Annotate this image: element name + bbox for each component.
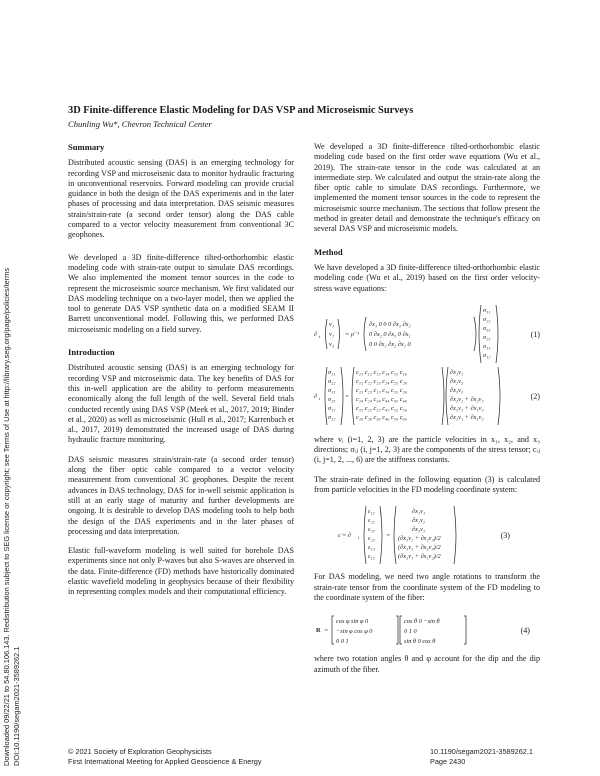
svg-text:σ₁₃: σ₁₃ [328, 404, 336, 412]
paper-author: Chunling Wu*, Chevron Technical Center [68, 119, 212, 129]
svg-text:ε₂₂: ε₂₂ [368, 517, 375, 525]
summary-heading: Summary [68, 142, 105, 152]
svg-text:R: R [316, 627, 321, 635]
svg-text:(∂x₃v₂ + ∂x₂v₃)/2: (∂x₃v₂ + ∂x₂v₃)/2 [398, 535, 441, 543]
svg-text:ε₁₃: ε₁₃ [368, 544, 375, 552]
svg-text:σ₂₃: σ₂₃ [483, 333, 491, 341]
svg-text:(∂x₃v₁ + ∂x₁v₃)/2: (∂x₃v₁ + ∂x₁v₃)/2 [398, 544, 441, 552]
equation-4 [314, 612, 540, 648]
method-paragraph-4: For DAS modeling, we need two angle rotations to transform the strain-rate tensor from the coordinate system of the FD modeling to the coordinate system of the fiber: [314, 572, 540, 602]
download-notice-doi: DOI:10.1190/segam2021-3589262.1 [12, 646, 21, 766]
svg-text:ε₁₂: ε₁₂ [368, 553, 375, 561]
equation-3-graphic [314, 504, 514, 566]
svg-text:∂x₃v₂ + ∂x₂v₃: ∂x₃v₂ + ∂x₂v₃ [450, 395, 484, 403]
svg-text:∂x₁v₁: ∂x₁v₁ [450, 368, 464, 376]
svg-text:c₁₄ c₂₄ c₃₄ c₄₄ c₄₅ c₄₆: c₁₄ c₂₄ c₃₄ c₄₄ c₄₅ c₄₆ [356, 395, 407, 403]
svg-text:∂: ∂ [314, 392, 318, 400]
right-paragraph-1: We developed a 3D finite-difference tilted-orthorhombic elastic modeling code based on the first order wave equations (Wu et al., 2019). The strain-rate tensor in the code was calculated at an intermediate step. We calculated and output the strain-rate along the fiber optic cable to simulate DAS recordings. Furthermore, we implemented the moment tensor sources in the code to represent the microseismic source mechanism. The sections that follow present the method in greater detail and demonstrate the technique's efficacy on several DAS VSP and microseismic models. [314, 142, 540, 234]
method-heading: Method [314, 246, 343, 257]
svg-text:(∂x₂v₁ + ∂x₁v₂)/2: (∂x₂v₁ + ∂x₁v₂)/2 [398, 553, 441, 561]
equation-3-number: (3) [500, 531, 510, 541]
method-paragraph-1: We have developed a 3D finite-difference tilted-orthorhombic elastic modeling code (Wu et al., 2019) based on the first order velocity-stress wave equations: [314, 262, 540, 293]
paper-header [68, 105, 538, 129]
equation-2 [314, 365, 540, 427]
svg-text:∂x₂v₂: ∂x₂v₂ [450, 377, 464, 385]
svg-text:σ₃₃: σ₃₃ [483, 324, 491, 332]
svg-text:∂x₁v₁: ∂x₁v₁ [412, 508, 426, 516]
svg-text:c₁₃ c₂₃ c₃₃ c₃₄ c₃₅ c₃₆: c₁₃ c₂₃ c₃₃ c₃₄ c₃₅ c₃₆ [356, 386, 407, 394]
method-paragraph-2: where vᵢ (i=1, 2, 3) are the particle velocities in x₁, x₂, and x₃ directions; σᵢⱼ (i, j=1, 2, 3) are the components of the stress tensor; cᵢⱼ (i, j=1, 2, ..., 6) are the stiffness constants. [314, 434, 540, 465]
summary-paragraph-1: Distributed acoustic sensing (DAS) is an emerging technology for recording VSP and microseismic data to monitor hydraulic fracturing in unconventional reservoirs. Forward modeling can provide crucial guidance in both the design of the DAS experiments and in the later phases of processing and data interpretation. DAS seismic measures strain/strain-rate (a second order tensor) along the DAS cable compared to a vector velocity measurement from conventional 3C geophones. [68, 158, 294, 240]
equation-3 [314, 504, 540, 566]
svg-text:= ρ⁻¹: = ρ⁻¹ [345, 330, 360, 338]
footer-doi: 10.1190/segam2021-3589262.1 [430, 747, 533, 756]
footer-meeting: First International Meeting for Applied Geoscience & Energy [68, 756, 262, 766]
svg-text:=: = [345, 392, 350, 400]
equation-1-graphic [314, 303, 514, 365]
svg-text:∂x₃v₃: ∂x₃v₃ [450, 386, 464, 394]
svg-text:=: = [324, 627, 329, 635]
svg-text:σ₁₂: σ₁₂ [483, 351, 491, 359]
svg-text:ε₂₃: ε₂₃ [368, 535, 375, 543]
intro-paragraph-3: Elastic full-waveform modeling is well suited for borehole DAS experiments since not only P-waves but also S-waves are observed in the data. Finite-difference (FD) methods have historically dominated elastic wavefield modeling in geophysics because of their flexibility in representing complex models and their computational efficiency. [68, 546, 294, 597]
svg-text:t: t [319, 395, 321, 401]
svg-text:ε₃₃: ε₃₃ [368, 526, 375, 534]
svg-text:0 ∂x₂ 0 ∂x₃ 0 ∂x₁: 0 ∂x₂ 0 ∂x₃ 0 ∂x₁ [369, 330, 411, 338]
svg-text:c₁₆ c₂₆ c₃₆ c₄₆ c₅₆ c₆₆: c₁₆ c₂₆ c₃₆ c₄₆ c₅₆ c₆₆ [356, 413, 407, 421]
svg-text:σ₁₁: σ₁₁ [483, 306, 491, 314]
svg-text:−sin φ cos φ 0: −sin φ cos φ 0 [336, 628, 373, 636]
svg-text:c₁₅ c₂₅ c₃₅ c₄₅ c₅₅ c₅₆: c₁₅ c₂₅ c₃₅ c₄₅ c₅₅ c₅₆ [356, 404, 407, 412]
svg-text:cos θ 0 −sin θ: cos θ 0 −sin θ [404, 618, 440, 626]
right-column [314, 142, 540, 684]
paper-title: 3D Finite-difference Elastic Modeling for DAS VSP and Microseismic Surveys [68, 105, 414, 116]
svg-text:c₁₂ c₂₂ c₂₃ c₂₄ c₂₅ c₂₆: c₁₂ c₂₂ c₂₃ c₂₄ c₂₅ c₂₆ [356, 377, 407, 385]
svg-text:σ₂₃: σ₂₃ [328, 395, 336, 403]
footer-left [68, 747, 261, 766]
svg-text:v₁: v₁ [329, 320, 334, 328]
svg-text:σ₁₁: σ₁₁ [328, 368, 336, 376]
equation-1-number: (1) [530, 329, 540, 339]
svg-text:0 0 1: 0 0 1 [336, 638, 349, 646]
svg-text:cos φ sin φ 0: cos φ sin φ 0 [336, 618, 369, 626]
svg-text:σ₂₂: σ₂₂ [328, 377, 336, 385]
method-paragraph-5: where two rotation angles θ and φ account for the dip and the dip azimuth of the fiber. [314, 654, 540, 674]
equation-2-graphic [314, 365, 514, 427]
svg-text:σ₁₃: σ₁₃ [483, 342, 491, 350]
svg-text:∂x₃v₁ + ∂x₁v₃: ∂x₃v₁ + ∂x₁v₃ [450, 404, 484, 412]
introduction-heading: Introduction [68, 347, 115, 358]
footer-page: Page 2430 [430, 756, 466, 766]
equation-2-number: (2) [530, 391, 540, 401]
svg-text:v₂: v₂ [329, 330, 334, 338]
svg-text:ε̇ = ∂: ε̇ = ∂ [338, 532, 351, 540]
left-column [68, 142, 294, 607]
svg-text:ε₁₁: ε₁₁ [368, 508, 375, 516]
intro-paragraph-1: Distributed acoustic sensing (DAS) is an emerging technology for recording VSP and microseismic data. The key benefits of DAS for this in-well application are the ability to perform measurements economically along the full length of the well. Several field trials conducted recently using DAS VSP (Meek et al., 2017, 2019; Binder et al., 2020) as well as microseismic (Hull et al., 2017; Karrenbach et al., 2017, 2019) demonstrated the increased usage of DAS during hydraulic fracture monitoring. [68, 363, 294, 445]
svg-text:0 0 ∂x₃ ∂x₂ ∂x₁ 0: 0 0 ∂x₃ ∂x₂ ∂x₁ 0 [369, 340, 411, 348]
svg-text:∂x₁ 0 0 0 ∂x₃ ∂x: ∂x₁ 0 0 0 ∂x₃ ∂x₂ [369, 320, 411, 328]
intro-paragraph-2: DAS seismic measures strain/strain-rate (a second order tensor) along the fiber optic cable compared to a vector velocity measurement from conventional 3C geophones. Despite the recent advances in DAS technology, DAS for in-well seismic application is still at an early stage of maturity and further developments are ongoing. It is desirable to develop DAS modeling tools to help both the design of the DAS experiments and in the later phases of processing and data interpretation. [68, 454, 294, 536]
svg-text:∂x₂v₂: ∂x₂v₂ [412, 517, 426, 525]
download-notice-line1: Downloaded 09/22/21 to 54.80.106.143. Redistribution subject to SEG license or copyright; see Terms of Use at http://library.seg.org/page/policies/terms [2, 267, 11, 766]
svg-text:sin θ 0 cos θ: sin θ 0 cos θ [404, 638, 436, 646]
method-paragraph-3: The strain-rate defined in the following equation (3) is calculated from particle velocities in the FD modeling coordinate system: [314, 474, 540, 495]
svg-text:∂x₃v₃: ∂x₃v₃ [412, 526, 426, 534]
svg-text:∂: ∂ [314, 330, 318, 338]
svg-text:σ₁₂: σ₁₂ [328, 413, 336, 421]
svg-text:t: t [358, 535, 360, 541]
svg-text:v₃: v₃ [329, 340, 334, 348]
download-notice [2, 6, 22, 766]
svg-text:∂x₂v₁ + ∂x₁v₂: ∂x₂v₁ + ∂x₁v₂ [450, 413, 484, 421]
equation-4-graphic [314, 612, 514, 648]
summary-paragraph-2: We developed a 3D finite-difference tilted-orthorhombic elastic modeling code with strain-rate output to simulate DAS recordings. We also implemented the moment tensor sources in the code to represent the microseismic source mechanism. We first validated our DAS modeling technique on a two-layer model, then we applied the tool to generate DAS VSP synthetic data on a modified SEAM II Barrett unconventional model. Following this, we performed DAS microseismic modeling on a field survey. [68, 252, 294, 334]
footer-right [430, 747, 533, 766]
svg-text:c₁₁ c₁₂ c₁₃ c₁₄ c₁₅ c₁₆: c₁₁ c₁₂ c₁₃ c₁₄ c₁₅ c₁₆ [356, 368, 407, 376]
svg-text:σ₃₃: σ₃₃ [328, 386, 336, 394]
footer-copyright: © 2021 Society of Exploration Geophysicists [68, 747, 212, 756]
equation-1 [314, 303, 540, 365]
svg-text:0 1 0: 0 1 0 [404, 628, 417, 636]
equation-4-number: (4) [520, 626, 530, 636]
svg-text:=: = [386, 532, 391, 540]
svg-text:t: t [319, 333, 321, 339]
svg-text:σ₂₂: σ₂₂ [483, 315, 491, 323]
